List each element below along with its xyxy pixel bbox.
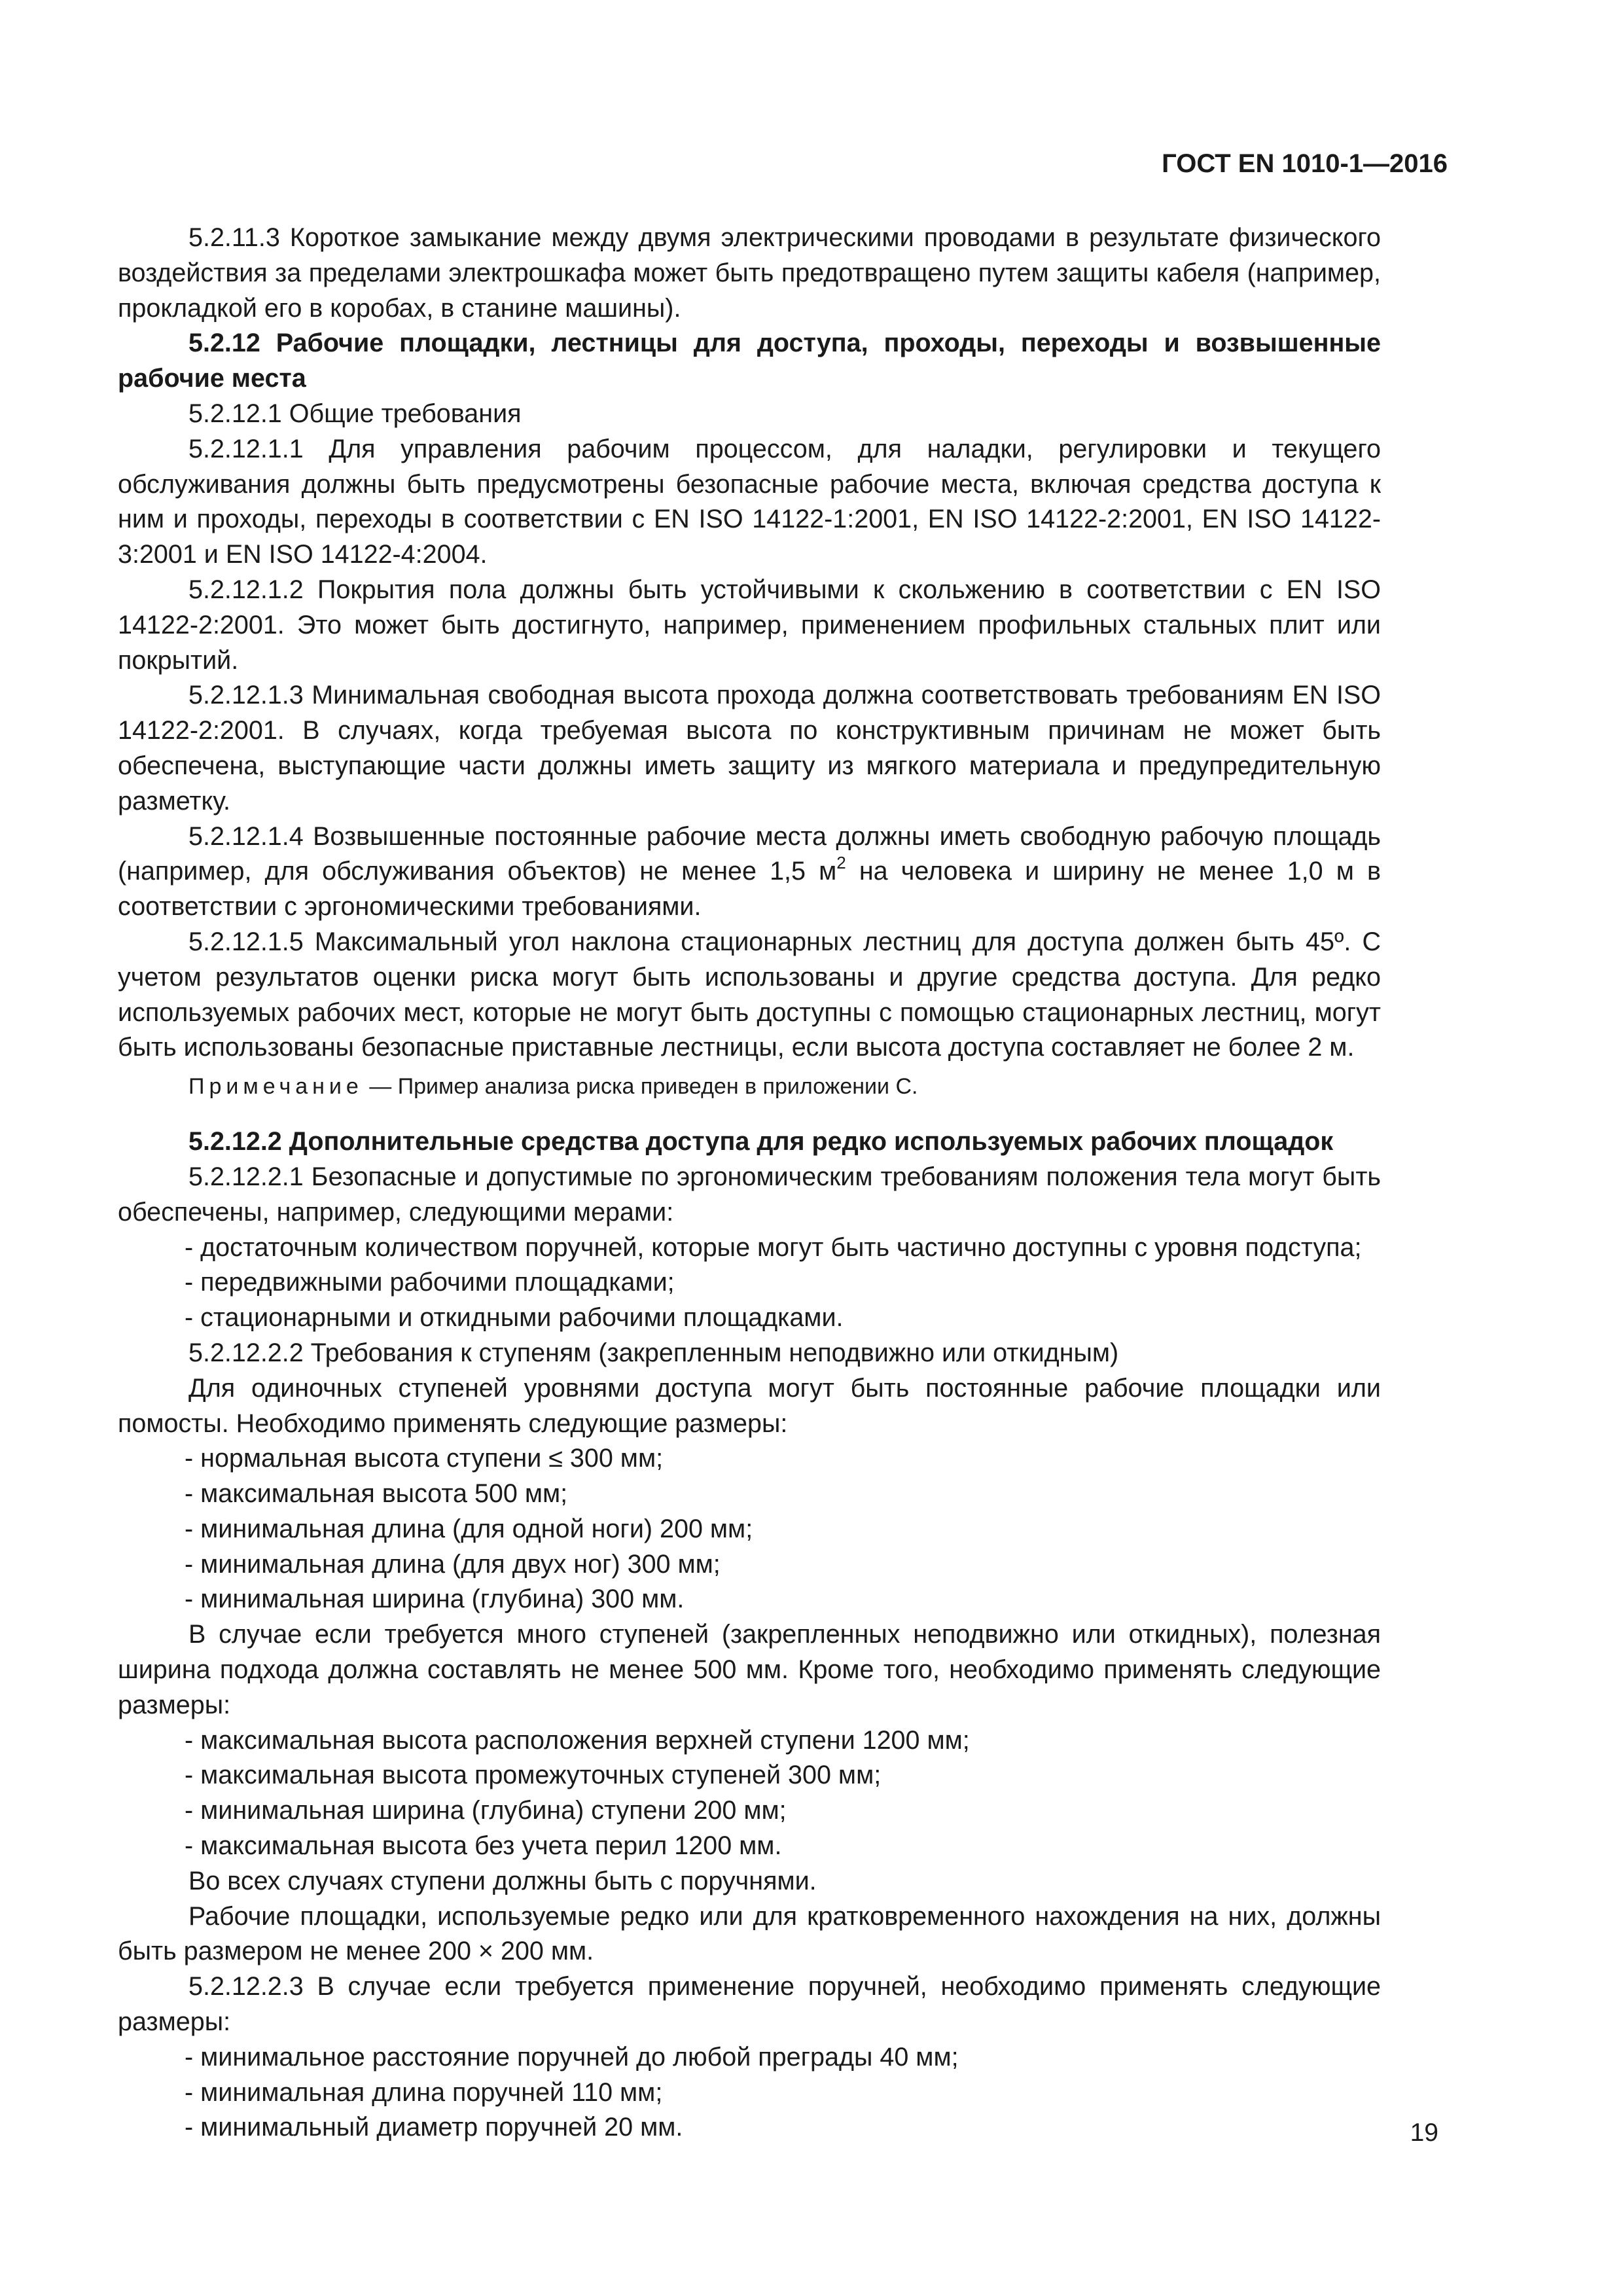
paragraph-5-2-12-1-2: 5.2.12.1.2 Покрытия пола должны быть устойчивыми к скольжению в соответствии с EN ISO 14122-2:2001. Это может быть достигнуто, например, применением профильных стальных плит или покрытий. xyxy=(118,575,1381,675)
list-item: - минимальная ширина (глубина) 300 мм. xyxy=(185,1585,685,1614)
list-item: - максимальная высота без учета перил 1200 мм. xyxy=(185,1831,782,1861)
note-text: — Пример анализа риска приведен в приложении С. xyxy=(363,1074,918,1100)
section-heading-5-2-12: 5.2.12 Рабочие площадки, лестницы для доступа, проходы, переходы и возвышенные рабочие места xyxy=(118,329,1381,393)
list-item: - нормальная высота ступени ≤ 300 мм; xyxy=(185,1444,664,1473)
paragraph-text: на человека и ширину не менее 1,0 м в соответствии с эргономическими требованиями. xyxy=(118,857,1381,922)
paragraph-single-steps: Для одиночных ступеней уровнями доступа могут быть постоянные рабочие площадки или помосты. Необходимо применять следующие размеры: xyxy=(118,1373,1381,1438)
note-label: Примечание xyxy=(188,1074,363,1100)
paragraph-5-2-12-2-3: 5.2.12.2.3 В случае если требуется применение поручней, необходимо применять следующие размеры: xyxy=(118,1972,1381,2037)
list-measures xyxy=(118,1230,1381,1336)
paragraph-handrails-all-cases: Во всех случаях ступени должны быть с поручнями. xyxy=(188,1866,817,1895)
section-heading-5-2-12-2: 5.2.12.2 Дополнительные средства доступа для редко используемых рабочих площадок xyxy=(188,1127,1334,1157)
paragraph-5-2-12-1-3: 5.2.12.1.3 Минимальная свободная высота прохода должна соответствовать требованиям EN ISO 14122-2:2001. В случаях, когда требуемая высота по конструктивным причинам не может быть обеспечена, выступающие части должны иметь защиту из мягкого материала и предупредительную разметку. xyxy=(118,681,1381,816)
list-item: - минимальная длина (для двух ног) 300 мм; xyxy=(185,1549,721,1579)
superscript: 2 xyxy=(836,853,846,873)
list-item: - минимальное расстояние поручней до любой преграды 40 мм; xyxy=(185,2042,959,2072)
list-item: - минимальный диаметр поручней 20 мм. xyxy=(185,2113,683,2142)
document-body xyxy=(118,221,1381,2145)
list-multiple-step-sizes xyxy=(118,1723,1381,1864)
page-number: 19 xyxy=(1410,2119,1438,2147)
paragraph-5-2-12-1-5: 5.2.12.1.5 Максимальный угол наклона стационарных лестниц для доступа должен быть 45º. С учетом результатов оценки риска могут быть использованы и другие средства доступа. Для редко используемых рабочих мест, которые не могут быть доступны с помощью стационарных лестниц, могут быть использованы безопасные приставные лестницы, если высота доступа составляет не более 2 м. xyxy=(118,927,1381,1062)
list-item: - минимальная длина (для одной ноги) 200 мм; xyxy=(185,1514,753,1543)
list-item: - максимальная высота 500 мм; xyxy=(185,1479,568,1509)
paragraph-5-2-11-3: 5.2.11.3 Короткое замыкание между двумя электрическими проводами в результате физического воздействия за пределами электрошкафа может быть предотвращено путем защиты кабеля (например, прокладкой его в коробах, в станине машины). xyxy=(118,223,1381,323)
list-item: - стационарными и откидными рабочими площадками. xyxy=(185,1303,844,1333)
list-handrail-sizes xyxy=(118,2040,1381,2145)
paragraph-5-2-12-1-4 xyxy=(118,819,1381,925)
list-item: - передвижными рабочими площадками; xyxy=(185,1268,675,1297)
list-single-step-sizes xyxy=(118,1441,1381,1617)
list-item: - минимальная длина поручней 110 мм; xyxy=(185,2077,663,2107)
list-item: - достаточным количеством поручней, которые могут быть частично доступны с уровня подступа; xyxy=(185,1232,1362,1262)
paragraph-platform-size: Рабочие площадки, используемые редко или для кратковременного нахождения на них, должны быть размером не менее 200 × 200 мм. xyxy=(118,1901,1381,1966)
note xyxy=(118,1071,1381,1102)
list-item: - максимальная высота расположения верхней ступени 1200 мм; xyxy=(185,1725,970,1755)
paragraph-5-2-12-2-1: 5.2.12.2.1 Безопасные и допустимые по эргономическим требованиям положения тела могут быть обеспечены, например, следующими мерами: xyxy=(118,1162,1381,1227)
list-item: - минимальная ширина (глубина) ступени 200 мм; xyxy=(185,1796,787,1825)
paragraph-5-2-12-1: 5.2.12.1 Общие требования xyxy=(188,399,522,428)
document-header: ГОСТ EN 1010-1—2016 xyxy=(1162,149,1448,178)
list-item: - максимальная высота промежуточных ступеней 300 мм; xyxy=(185,1761,882,1790)
paragraph-5-2-12-2-2: 5.2.12.2.2 Требования к ступеням (закрепленным неподвижно или откидным) xyxy=(188,1338,1119,1367)
paragraph-multiple-steps: В случае если требуется много ступеней (закрепленных неподвижно или откидных), полезная ширина подхода должна составлять не менее 500 мм. Кроме того, необходимо применять следующие размеры: xyxy=(118,1620,1381,1719)
paragraph-5-2-12-1-1: 5.2.12.1.1 Для управления рабочим процессом, для наладки, регулировки и текущего обслуживания должны быть предусмотрены безопасные рабочие места, включая средства доступа к ним и проходы, переходы в соответствии с EN ISO 14122-1:2001, EN ISO 14122-2:2001, EN ISO 14122-3:2001 и EN ISO 14122-4:2004. xyxy=(118,434,1381,569)
paragraph-text: 5.2.12.1.4 Возвышенные постоянные рабочие места должны иметь свободную рабочую площадь (например, для обслуживания объектов) не менее 1,5 м xyxy=(118,821,1381,886)
